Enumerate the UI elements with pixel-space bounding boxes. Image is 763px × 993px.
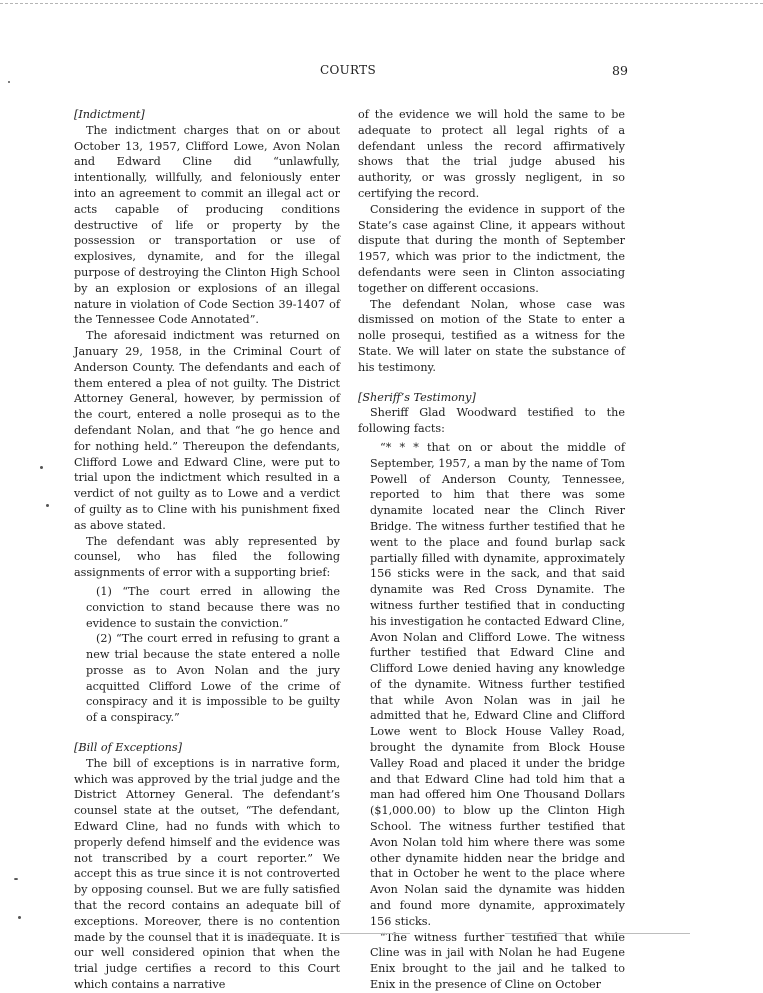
section-heading-indictment: [Indictment]: [74, 108, 145, 121]
paragraph: The bill of exceptions is in narrative form, which was approved by the trial judge and the District Attorney General. The defendant’s counsel state at the outset, “The defendant, Edward Cline, had no funds with which to properly defend himself and the evidence was not transcribed by a court reporter.” We accept this as true since it is not controverted by opposing counsel. But we are fully satisfied that the record contains an adequate bill of exceptions. Moreover, there is no contention made by the counsel that it is inadequate. It is our well considered opinion that when the trial judge certifies a record to this Court which contains a narrative: [74, 756, 340, 992]
scan-speck: [40, 466, 43, 469]
paragraph: The defendant was ably represented by counsel, who has filed the following assignments of error with a supporting brief:: [74, 534, 340, 580]
page-header: [0, 63, 763, 81]
quoted-paragraph: “* * * that on or about the middle of September, 1957, a man by the name of Tom Powell of Anderson County, Tennessee, reported to him that there was some dynamite located near the Clinch River Bridge. The witness further testified that he went to the place and found burlap sack partially filled with dynamite, approximately 156 sticks were in the sack, and that said dynamite was Red Cross Dynamite. The witness further testified that in conducting his investigation he contacted Edward Cline, Avon Nolan and Clifford Lowe. The witness further testified that Edward Cline and Clifford Lowe denied having any knowledge of the dynamite. Witness further testified that while Avon Nolan was in jail he admitted that he, Edward Cline and Clifford Lowe went to Block House Valley Road, brought the dynamite from Block House Valley Road and placed it under the bridge and that Edward Cline had told him that a man had offered him One Thousand Dollars ($1,000.00) to blow up the Clinton High School. The witness further testified that Avon Nolan told him where there was some other dynamite hidden near the bridge and that in October he went to the place where Avon Nolan said the dynamite was hidden and found more dynamite, approximately 156 sticks.: [370, 440, 625, 928]
assignments-of-error: [86, 584, 340, 726]
right-column: [358, 107, 625, 993]
sheriff-testimony-quote: [370, 440, 625, 993]
paragraph: The aforesaid indictment was returned on January 29, 1958, in the Criminal Court of Anderson County. The defendants and each of them entered a plea of not guilty. The District Attorney General, however, by permission of the court, entered a nolle prosequi as to the defendant Nolan, and that “he go hence and for nothing held.” Thereupon the defendants, Clifford Lowe and Edward Cline, were put to trial upon the indictment which resulted in a verdict of not guilty as to Lowe and a verdict of guilty as to Cline with his punishment fixed as above stated.: [74, 329, 340, 532]
section-heading-sheriffs-testimony: [Sheriff’s Testimony]: [358, 390, 476, 404]
assignment-item: (2) “The court erred in refusing to grant a new trial because the state entered a nolle prosse as to Avon Nolan and the jury acquitted Clifford Lowe of the crime of conspiracy and it is impossible to be guilty of a conspiracy.”: [86, 632, 340, 725]
paragraph: of the evidence we will hold the same to be adequate to protect all legal rights of a defendant unless the record affirmatively shows that the trial judge abused his authority, or was grossly negligent, in so certifying the record.: [358, 108, 625, 200]
running-title: COURTS: [320, 63, 376, 77]
paragraph: Considering the evidence in support of the State’s case against Cline, it appears without dispute that during the month of September 1957, which was prior to the indictment, the defendants were seen in Clinton associating together on different occasions.: [358, 202, 625, 295]
scan-speck: [18, 916, 21, 919]
scan-speck: [14, 878, 18, 880]
quoted-paragraph: “The witness further testified that while Cline was in jail with Nolan he had Eugene Enix brought to the jail and he talked to Enix in the presence of Cline on October: [370, 930, 625, 992]
bottom-scan-edge: [340, 933, 410, 934]
bottom-scan-edge: [505, 933, 565, 934]
paragraph: Sheriff Glad Woodward testified to the following facts:: [358, 406, 625, 436]
scan-speck: [46, 504, 49, 507]
left-column: [74, 107, 340, 993]
assignment-item: (1) “The court erred in allowing the conviction to stand because there was no evidence to sustain the conviction.”: [86, 584, 340, 630]
bottom-scan-edge: [250, 933, 310, 934]
paragraph: The defendant Nolan, whose case was dismissed on motion of the State to enter a nolle prosequi, testified as a witness for the State. We will later on state the substance of his testimony.: [358, 297, 625, 374]
scan-speck: [8, 81, 10, 83]
section-heading-bill-of-exceptions: [Bill of Exceptions]: [74, 741, 182, 755]
bottom-scan-edge: [600, 933, 690, 934]
page-number: 89: [612, 63, 628, 78]
top-scan-edge: [0, 3, 763, 4]
paragraph: The indictment charges that on or about October 13, 1957, Clifford Lowe, Avon Nolan and Edward Cline did “unlawfully, intentionally, willfully, and feloniously enter into an agreement to commit an illegal act or acts capable of producing conditions destructive of life or property by the possession or transportation or use of explosives, dynamite, and for the illegal purpose of destroying the Clinton High School by an explosion or explosions of an illegal nature in violation of Code Section 39-1407 of the Tennessee Code Annotated”.: [74, 123, 340, 327]
